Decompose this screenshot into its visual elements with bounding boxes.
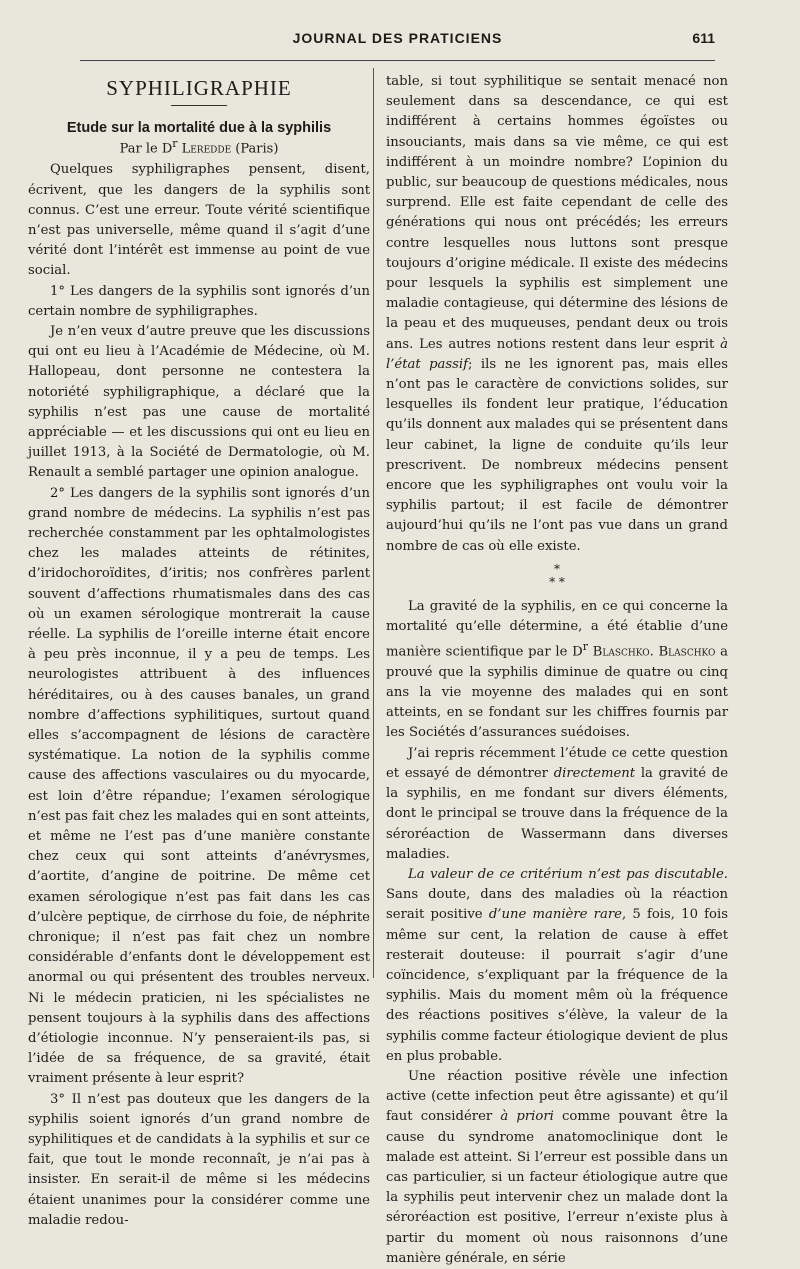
paragraph: Je n’en veux d’autre preuve que les discussions qui ont eu lieu à l’Académie de Médecine, où M. Hallopeau, dont personne ne contestera la notoriété syphiligraphique, a déclaré que la syphilis n’est pas une cause de mortalité appréciable — et les discussions qui ont eu lieu en juillet 1913, à la Société de Dermatologie, où M. Renault a semblé partager une opinion analogue.	[28, 323, 370, 481]
paragraph	[386, 865, 728, 1067]
header-rule	[80, 60, 715, 61]
paragraph-text: comme pouvant être la cause du syndrome anatomoclinique dont le malade est atteint. Si l’erreur est possible dans un cas particulier, si un facteur étiologique autre que la syphilis peut intervenir chez un malade dont la séroréaction est positive, l’erreur n’existe plus à partir du moment où nous raisonnons d’une manière générale, en série	[386, 1109, 728, 1266]
paragraph-text: J’ai repris récemment l’étude ce cette question et essayé de démontrer	[386, 745, 728, 781]
paragraph-text: , 5 fois, 10 fois même sur cent, la relation de cause à effet resterait douteuse: il pourrait s’agir d’une coïncidence, s’expliquant par la fréquence de la syphilis. Mais du moment mêm où la fréquence des réactions positives s’élève, la valeur de la syphilis comme facteur étiologique devient de plus en plus probable.	[386, 907, 728, 1064]
paragraph: 2° Les dangers de la syphilis sont ignorés d’un grand nombre de médecins. La syphilis n’est pas recherchée constamment par les ophtalmologistes chez les malades atteints de rétinites, d’iridochoroïdites, d’iritis; nos confrères parlent souvent d’affections rhumatismales dans des cas où un examen sérologique montrerait la cause réelle. La syphilis de l’oreille interne était encore à peu près inconnue, il y a peu de temps. Les neurologistes attribuent à des influences héréditaires, ou à des causes banales, un grand nombre d’affections syphilitiques, surtout quand elles s’accompagnent de lésions de caractère systématique. La notion de la syphilis comme cause des affections vasculaires ou du myocarde, est loin d’être répandue; l’examen sérologique n’est pas fait chez les malades qui en sont atteints, et même ne l’est pas d’une manière constante chez ceux qui sont atteints d’anévrysmes, d’aortite, d’angine de poitrine. De même cet examen sérologique n’est pas fait dans les cas d’ulcère peptique, de cirrhose du foie, de néphrite chronique; il n’est pas fait chez un nombre considérable d’enfants dont le développement est anormal ou qui présentent des troubles nerveux. Ni le médecin praticien, ni les spécialistes ne pensent toujours à la syphilis dans des affections d’étiologie inconnue. N’y penseraient-ils pas, si l’idée de sa fréquence, de sa gravité, était vraiment présente à leur esprit?	[28, 485, 370, 1087]
paragraph-text: La gravité de la syphilis, en ce qui concerne la mortalité qu’elle détermine, a été établie d’une manière scientifique par le D	[386, 598, 728, 660]
paragraph-text: a prouvé que la syphilis diminue de quatre ou cinq ans la vie moyenne des malades qui en sont atteints, en se fondant sur les chiffres fournis par les Sociétés d’assurances suédoises.	[386, 644, 728, 741]
author-name: Blaschko	[658, 644, 716, 660]
paragraph	[386, 744, 728, 865]
article-title: Etude sur la mortalité due à la syphilis	[66, 120, 332, 136]
paragraph	[386, 72, 728, 557]
title-sup: r	[582, 640, 588, 654]
left-column	[28, 72, 370, 1228]
author-name: Blaschko	[592, 644, 650, 660]
title-rule	[171, 105, 227, 106]
paragraph: Quelques syphiligraphes pensent, disent, écrivent, que les dangers de la syphilis sont connus. C’est une erreur. Toute vérité scientifique n’est pas universelle, même quand il s’agit d’une vérité dont l’intérêt est immense au point de vue social.	[28, 162, 370, 279]
italic-phrase: d’une manière rare	[488, 907, 622, 923]
author-name: Leredde	[181, 141, 232, 157]
paragraph-text: la gravité de la syphilis, en me fondant sur divers éléments, dont le principal se trouve dans la fréquence de la séroréaction de Wassermann dans diverses maladies.	[386, 765, 729, 862]
asterism-top: *	[554, 561, 560, 576]
journal-title: JOURNAL DES PRATICIENS	[292, 30, 503, 46]
asterism	[386, 563, 728, 589]
paragraph-text: Sans doute, dans des maladies où la réaction serait positive	[386, 887, 728, 923]
byline	[28, 137, 370, 156]
page-number: 611	[692, 30, 715, 46]
byline-suffix: (Paris)	[235, 141, 279, 157]
asterism-bottom: * *	[549, 574, 565, 589]
paragraph-text: ; ils ne les ignorent pas, mais elles n’ont pas le caractère de convictions solides, sur lesquelles ils fondent leur pratique, l’éducation qu’ils donnent aux malades qui se présentent dans leur cabinet, la ligne de conduite qu’ils leur prescrivent. De nombreux médecins pensent encore que les syphiligraphes ont voulu voir la syphilis partout; il est facile de démontrer aujourd’hui qu’ils ne l’ont pas vue dans un grand nombre de cas où elle existe.	[386, 356, 729, 554]
italic-phrase: directement	[553, 765, 636, 781]
paragraph: 1° Les dangers de la syphilis sont ignorés d’un certain nombre de syphiligraphes.	[28, 283, 370, 319]
paragraph	[386, 1067, 728, 1269]
section-title: SYPHILIGRAPHIE	[106, 76, 292, 100]
italic-phrase: à l’état passif	[386, 336, 728, 372]
paragraph: 3° Il n’est pas douteux que les dangers de la syphilis soient ignorés d’un grand nombre de syphilitiques et de candidats à la syphilis et sur ce fait, que tout le monde reconnaît, je n’ai pas à insister. En serait-il de même si les médecins étaient unanimes pour la considérer comme une maladie redou-	[28, 1091, 370, 1228]
running-head	[80, 30, 715, 52]
italic-phrase: La valeur de ce critérium n’est pas discutable.	[408, 866, 728, 882]
byline-sup: r	[172, 137, 178, 150]
paragraph: La gravité de la syphilis, en ce qui concerne la mortalité qu’elle détermine, a été établie d’une manière scientifique par le $D^r$ Blaschko. Blaschko a prouvé que la syphilis diminue de quatre ou cinq ans la vie moyenne des malades qui en sont atteints, en se fondant sur les chiffres fournis par les Sociétés d’assurances suédoises.	[386, 598, 728, 741]
italic-phrase: à priori	[500, 1109, 554, 1125]
paragraph-text: table, si tout syphilitique se sentait menacé non seulement dans sa descendance, ce qui est indifférent à certains hommes égoïstes ou insouciants, mais dans sa vie même, ce qui est indifférent à un moindre nombre? L’opinion du public, sur beaucoup de questions médicales, nous surprend. Elle est faite cependant de celle des générations qui nous ont précédés; les erreurs contre lesquelles nous luttons sont presque toujours d’origine médicale. Il existe des médecins pour lesquels la syphilis est simplement une maladie contagieuse, qui détermine des lésions de la peau et des muqueuses, pendant deux ou trois ans. Les autres notions restent dans leur esprit	[386, 74, 728, 352]
byline-prefix: Par le D	[119, 141, 173, 157]
right-column	[386, 72, 729, 1266]
paragraph-text: Une réaction positive révèle une infection active (cette infection peut être agissante) et qu’il faut considérer	[386, 1068, 728, 1125]
column-divider	[373, 68, 374, 978]
